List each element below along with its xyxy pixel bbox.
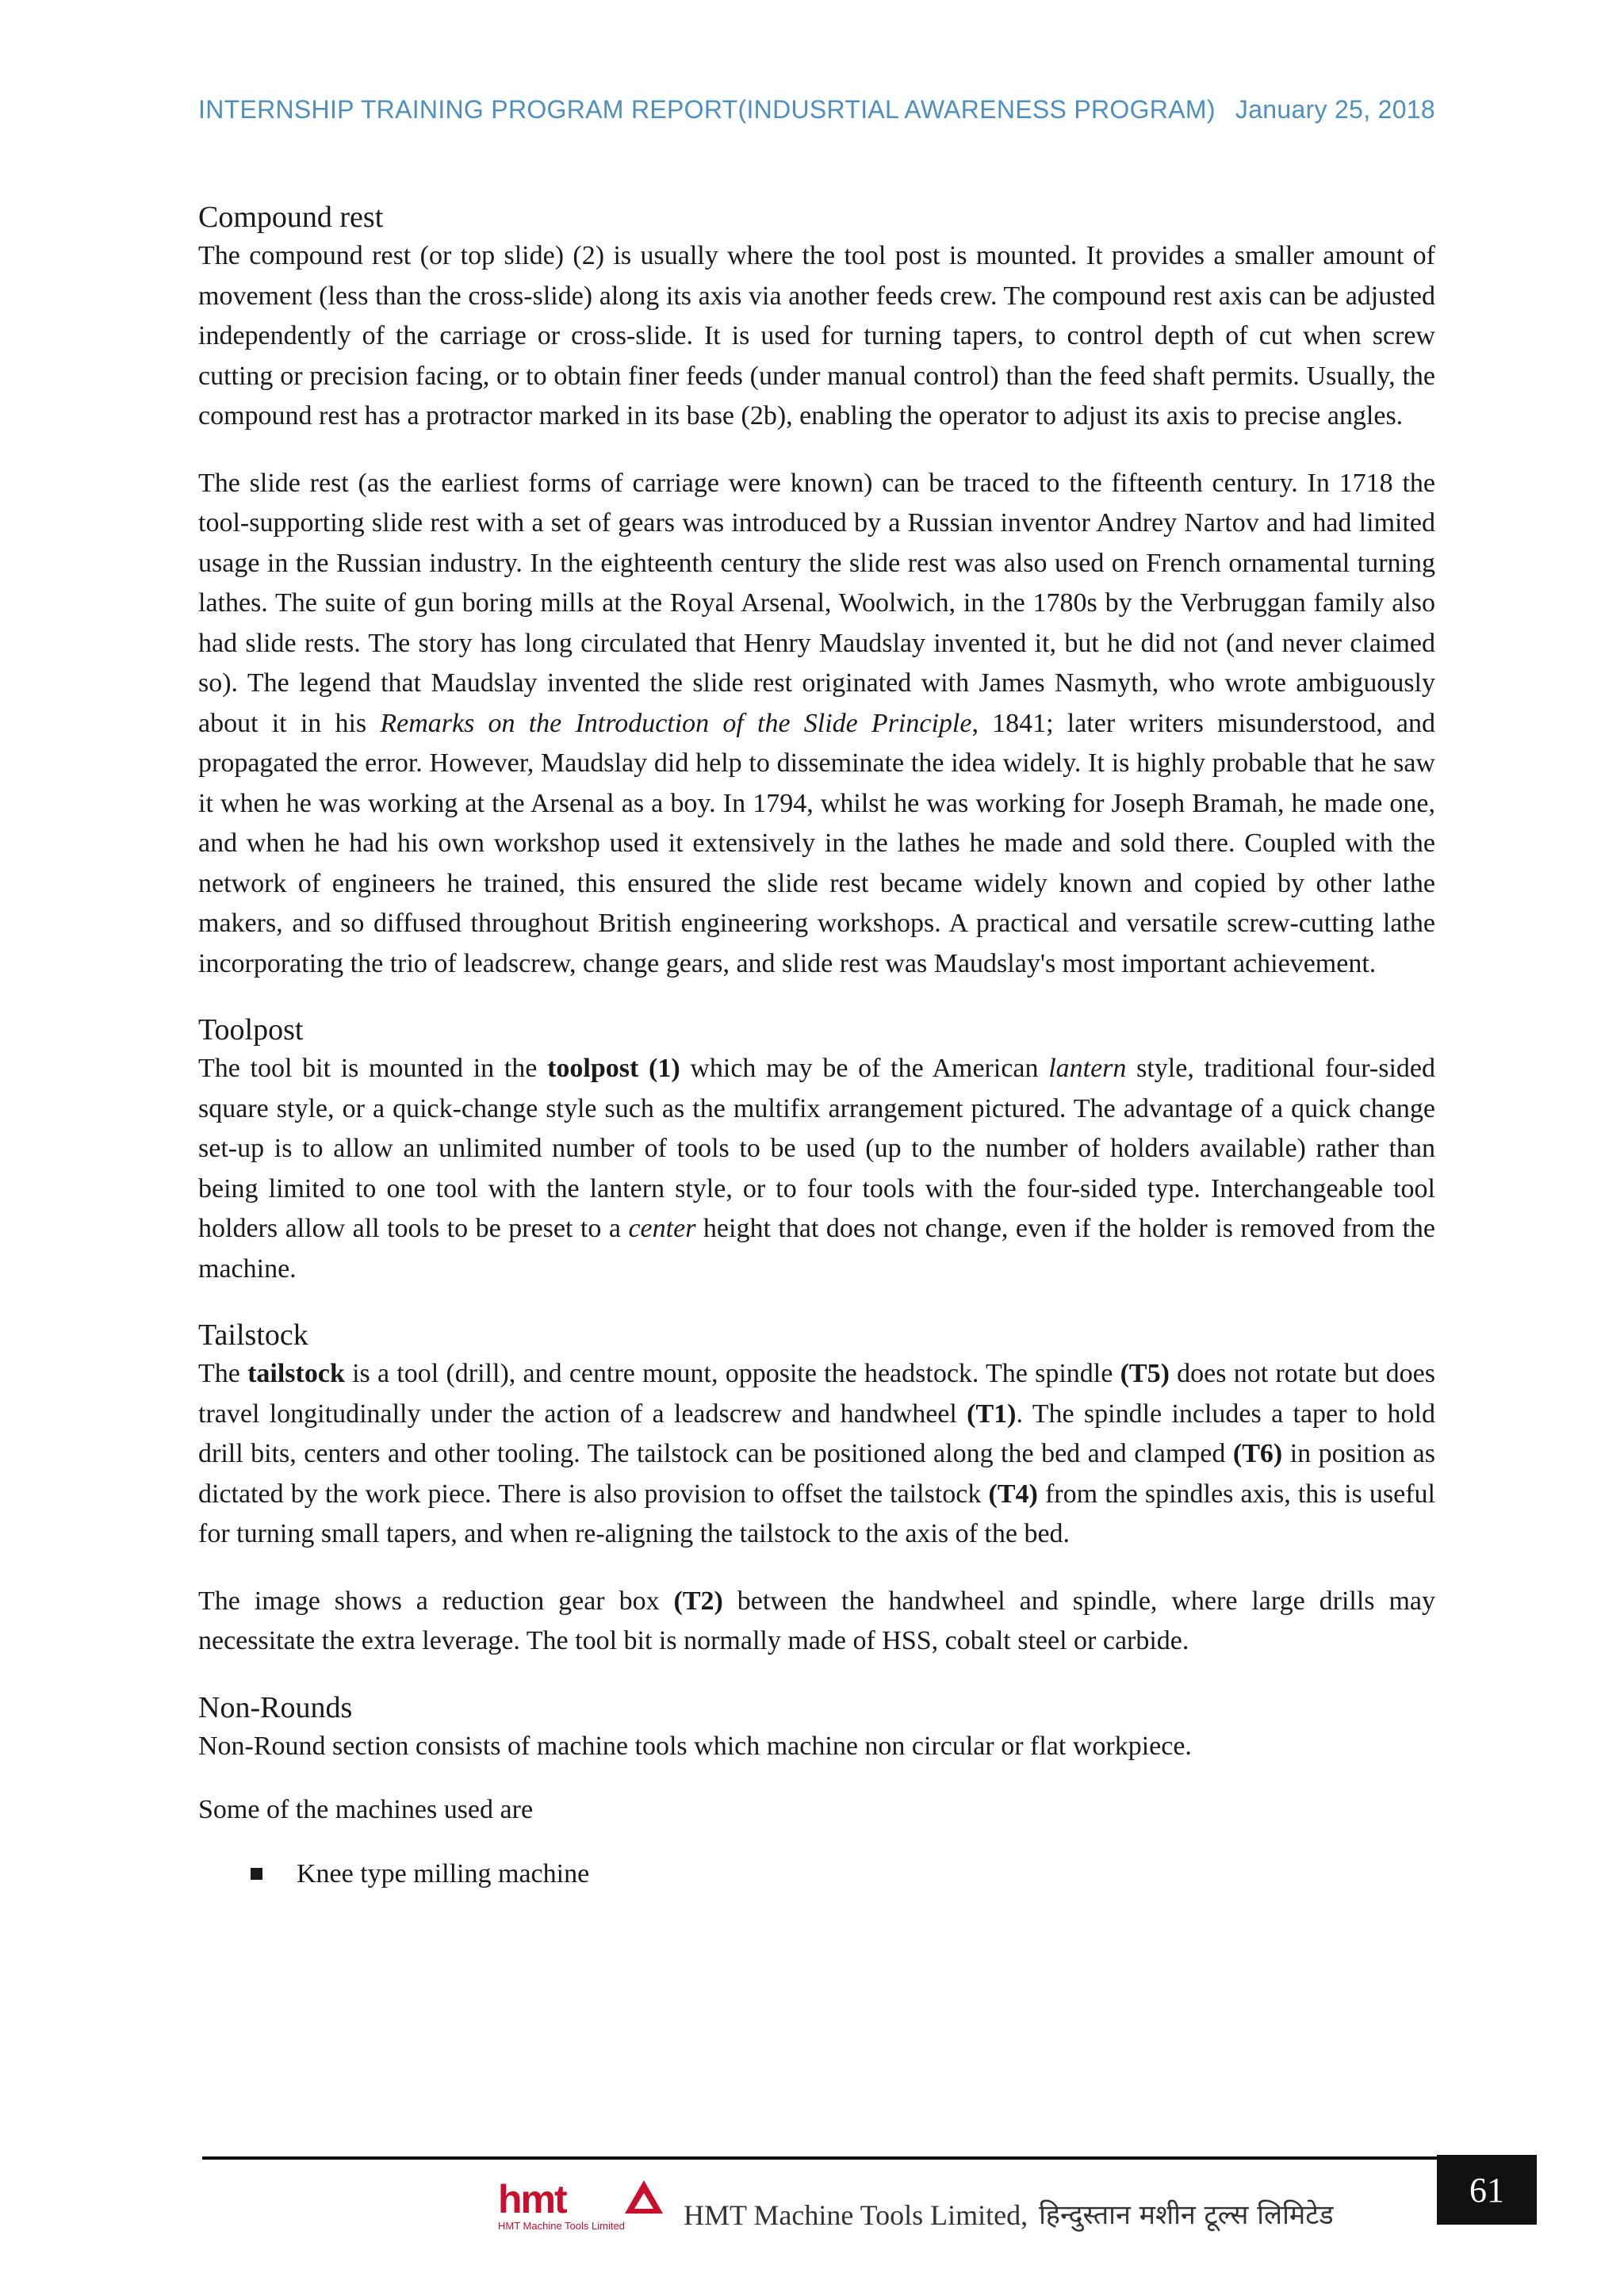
triangle-logo-icon [623, 2179, 665, 2215]
slide-rest-text-a: The slide rest (as the earliest forms of carriage were known) can be traced to the fifteenth century. In 1718 the tool-supporting slide rest with a set of gears was introduced by a Russian inventor Andrey Nartov and had limited usage in the Russian industry. In the eighteenth century the slide rest was also used on French ornamental turning lathes. The suite of gun boring mills at the Royal Arsenal, Woolwich, in the 1780s by the Verbruggan family also had slide rests. The story has long circulated that Henry Maudslay invented it, but he did not (and never claimed so). The legend that Maudslay invented the slide rest originated with James Nasmyth, who wrote ambiguously about it in his [198, 468, 1435, 738]
slide-principle-title: Remarks on the Introduction of the Slide Principle [380, 708, 972, 738]
heading-toolpost: Toolpost [198, 1013, 304, 1047]
footer-company-name-hindi: हिन्दुस्तान मशीन टूल्स लिमिटेड [1039, 2199, 1334, 2231]
tailstock-text-3: does not rotate but does travel longitudinally under the action of a leadscrew and handwheel [198, 1359, 1436, 1429]
footer [498, 2179, 1334, 2233]
gear-label-t2: (T2) [673, 1586, 723, 1616]
tailstock-text-6: from the spindles axis, this is useful for turning small tapers, and when re-aligning the tailstock to the axis of the bed. [198, 1479, 1435, 1548]
tailstock-bold-term: tailstock [247, 1359, 345, 1388]
toolpost-text-1: The tool bit is mounted in the [198, 1054, 538, 1083]
footer-company-name: HMT Machine Tools Limited, [684, 2199, 1028, 2231]
toolpost-bold-term: toolpost (1) [547, 1054, 680, 1083]
gear-text-1: The image shows a reduction gear box [198, 1586, 660, 1616]
machine-list [198, 1854, 1435, 1894]
running-header [198, 95, 1435, 124]
tailstock-label-t5: (T5) [1120, 1359, 1170, 1388]
page-number-box [1437, 2155, 1537, 2225]
toolpost-text-4: height that does not change, even if the holder is removed from the machine. [198, 1214, 1435, 1284]
toolpost-italic-lantern: lantern [1048, 1054, 1127, 1083]
paragraph-compound-rest: The compound rest (or top slide) (2) is usually where the tool post is mounted. It provides a smaller amount of movement (less than the cross-slide) along its axis via another feeds crew. The compound rest axis can be adjusted independently of the carriage or cross-slide. It is used for turning tapers, to control depth of cut when screw cutting or precision facing, or to obtain finer feeds (under manual control) than the feed shaft permits. Usually, the compound rest has a protractor marked in its base (2b), enabling the operator to adjust its axis to precise angles. [198, 241, 1435, 430]
tailstock-text-2: is a tool (drill), and centre mount, opposite the headstock. The spindle [352, 1359, 1113, 1388]
tailstock-text-5: in position as dictated by the work piece. There is also provision to offset the tailstock [198, 1439, 1435, 1509]
gear-text-2: between the handwheel and spindle, where large drills may necessitate the extra leverage. The tool bit is normally made of HSS, cobalt steel or carbide. [198, 1586, 1435, 1655]
logo-wordmark: hmt [498, 2177, 566, 2221]
heading-compound-rest: Compound rest [198, 201, 384, 234]
toolpost-text-3: style, traditional four-sided square style, or a quick-change style such as the multifix arrangement pictured. The advantage of a quick change set-up is to allow an unlimited number of tools to be used (up to the number of holders available) rather than being limited to one tool with the lantern style, or to four tools with the four-sided type. Interchangeable tool holders allow all tools to be preset to a [198, 1054, 1435, 1243]
square-bullet-icon [251, 1868, 262, 1880]
list-item [198, 1854, 1435, 1894]
tailstock-text-4: . The spindle includes a taper to hold drill bits, centers and other tooling. The tailstock can be positioned along the bed and clamped [198, 1399, 1435, 1468]
header-date: January 25, 2018 [1235, 95, 1435, 124]
tailstock-label-t6: (T6) [1232, 1439, 1283, 1468]
tailstock-text-1: The [198, 1359, 240, 1388]
slide-rest-text-b: , 1841; later writers misunderstood, and propagated the error. However, Maudslay did help to disseminate the idea widely. It is highly probable that he saw it when he was working at the Arsenal as a boy. In 1794, whilst he was working for Joseph Bramah, he made one, and when he had his own workshop used it extensively in the lathes he made and sold there. Coupled with the network of engineers he trained, this ensured the slide rest became widely known and copied by other lathe makers, and so diffused throughout British engineering workshops. A practical and versatile screw-cutting lathe incorporating the trio of leadscrew, change gears, and slide rest was Maudslay's most important achievement. [198, 708, 1436, 978]
toolpost-text-2: which may be of the American [690, 1054, 1039, 1083]
paragraph-non-rounds: Non-Round section consists of machine tools which machine non circular or flat workpiece. [198, 1731, 1192, 1761]
tailstock-label-t1: (T1) [967, 1399, 1017, 1429]
heading-non-rounds: Non-Rounds [198, 1690, 353, 1724]
paragraph-toolpost [198, 1049, 1435, 1289]
toolpost-italic-center: center [628, 1214, 696, 1243]
paragraph-machines-intro: Some of the machines used are [198, 1795, 534, 1824]
document-body [198, 198, 1435, 1894]
heading-tailstock: Tailstock [198, 1318, 308, 1352]
header-title: INTERNSHIP TRAINING PROGRAM REPORT(INDUSRTIAL AWARENESS PROGRAM) [198, 95, 1216, 124]
paragraph-tailstock [198, 1354, 1435, 1555]
logo-subtitle: HMT Machine Tools Limited [498, 2220, 625, 2232]
paragraph-reduction-gear [198, 1582, 1435, 1662]
page-number: 61 [1469, 2170, 1504, 2210]
list-item-label: Knee type milling machine [297, 1858, 590, 1888]
paragraph-slide-rest-history [198, 464, 1435, 985]
tailstock-label-t4: (T4) [988, 1479, 1038, 1509]
footer-divider [202, 2156, 1534, 2160]
hmt-logo [498, 2179, 680, 2233]
